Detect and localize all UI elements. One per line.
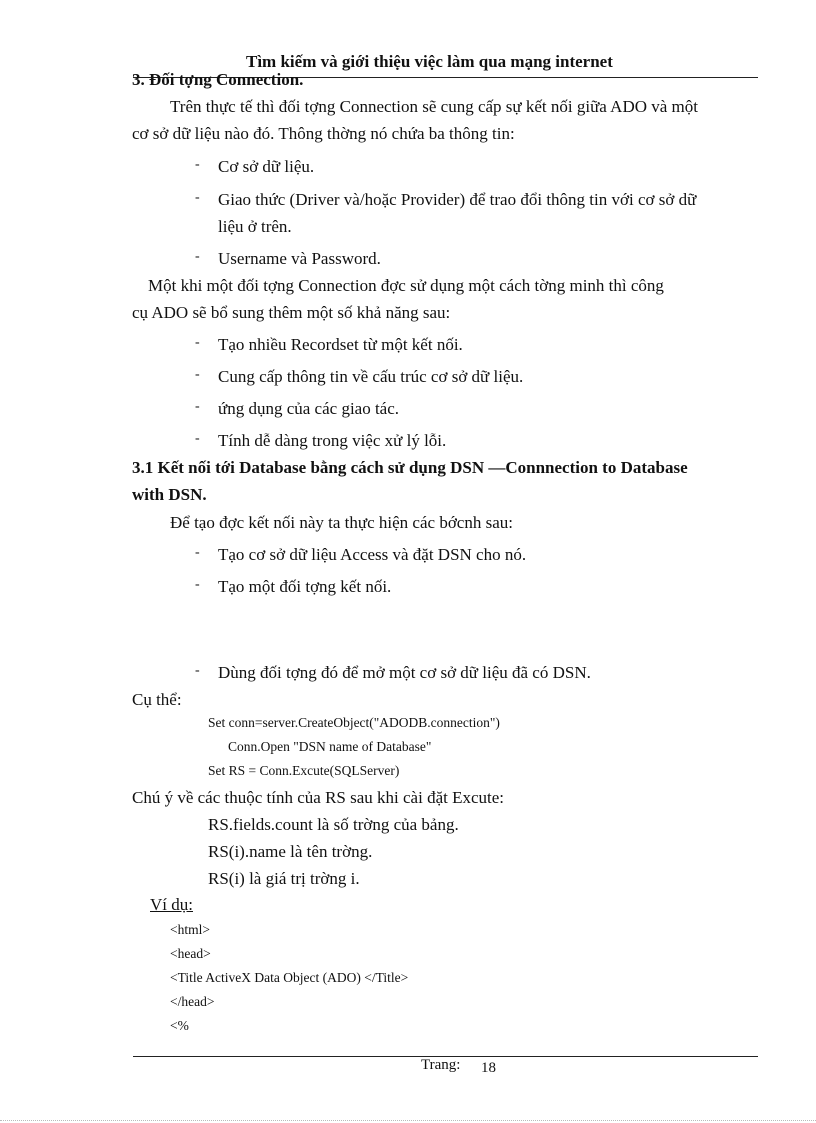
bullet-dash: - xyxy=(195,577,200,592)
bullet-item: Username và Password. xyxy=(218,249,381,268)
example-code-line: </head> xyxy=(170,994,215,1009)
example-code-line: <head> xyxy=(170,946,211,961)
example-label: Ví dụ: xyxy=(150,895,193,914)
section-3-1-heading-line-1: 3.1 Kết nối tới Database bằng cách sử dụng DSN —Connnection to Database xyxy=(132,458,688,477)
bullet-dash: - xyxy=(195,663,200,678)
code-line: Set RS = Conn.Excute(SQLServer) xyxy=(208,763,400,778)
bullet-item: Tạo nhiều Recordset từ một kết nối. xyxy=(218,335,463,354)
bullet-item: ứng dụng của các giao tác. xyxy=(218,399,400,418)
intro-line-2: cơ sở dữ liệu nào đó. Thông thờng nó chứa ba thông tin: xyxy=(132,124,515,143)
example-code-line: <html> xyxy=(170,922,210,937)
page-edge-divider xyxy=(0,1120,816,1121)
section-3-heading: 3. Đối tợng Connection. xyxy=(132,70,304,89)
example-code-line: <Title ActiveX Data Object (ADO) </Title> xyxy=(170,970,409,985)
footer-page-label: Trang: xyxy=(421,1057,461,1073)
bullet-dash: - xyxy=(195,431,200,446)
code-line: Conn.Open "DSN name of Database" xyxy=(228,739,432,754)
section-3-1-heading-line-2: with DSN. xyxy=(132,485,207,504)
property-line: RS(i).name là tên trờng. xyxy=(208,842,373,861)
bullet-dash: - xyxy=(195,399,200,414)
footer-page-number: 18 xyxy=(481,1060,496,1076)
example-code-line: <% xyxy=(170,1018,189,1033)
bullet-item: Dùng đối tợng đó để mở một cơ sở dữ liệu đã có DSN. xyxy=(218,663,591,682)
bullet-dash: - xyxy=(195,157,200,172)
property-line: RS.fields.count là số trờng của bảng. xyxy=(208,815,459,834)
bullet-dash: - xyxy=(195,545,200,560)
bullet-dash: - xyxy=(195,190,200,205)
bullet-item: Tính dễ dàng trong việc xử lý lỗi. xyxy=(218,431,447,450)
bullet-item: Tạo cơ sở dữ liệu Access và đặt DSN cho nó. xyxy=(218,545,527,564)
bullet-dash: - xyxy=(195,249,200,264)
section-3-1-intro: Để tạo đợc kết nối này ta thực hiện các bớcnh sau: xyxy=(170,513,513,532)
property-line: RS(i) là giá trị trờng i. xyxy=(208,869,360,888)
note-line: Chú ý về các thuộc tính của RS sau khi cài đặt Excute: xyxy=(132,788,505,807)
bullet-dash: - xyxy=(195,335,200,350)
page-header-title: Tìm kiếm và giới thiệu việc làm qua mạng internet xyxy=(246,52,613,71)
bullet-item: Tạo một đối tợng kết nối. xyxy=(218,577,392,596)
bullet-item: Giao thức (Driver và/hoặc Provider) để trao đổi thông tin với cơ sở dữ xyxy=(218,190,697,209)
para2-line-1: Một khi một đối tợng Connection đợc sử dụng một cách tờng minh thì công xyxy=(148,276,664,295)
bullet-item-continuation: liệu ở trên. xyxy=(218,217,292,236)
cu-the-label: Cụ thể: xyxy=(132,690,182,709)
intro-line-1: Trên thực tế thì đối tợng Connection sẽ cung cấp sự kết nối giữa ADO và một xyxy=(170,97,698,116)
bullet-item: Cơ sở dữ liệu. xyxy=(218,157,315,176)
bullet-item: Cung cấp thông tin về cấu trúc cơ sở dữ liệu. xyxy=(218,367,524,386)
bullet-dash: - xyxy=(195,367,200,382)
para2-line-2: cụ ADO sẽ bổ sung thêm một số khả năng sau: xyxy=(132,303,451,322)
code-line: Set conn=server.CreateObject("ADODB.connection") xyxy=(208,715,500,730)
